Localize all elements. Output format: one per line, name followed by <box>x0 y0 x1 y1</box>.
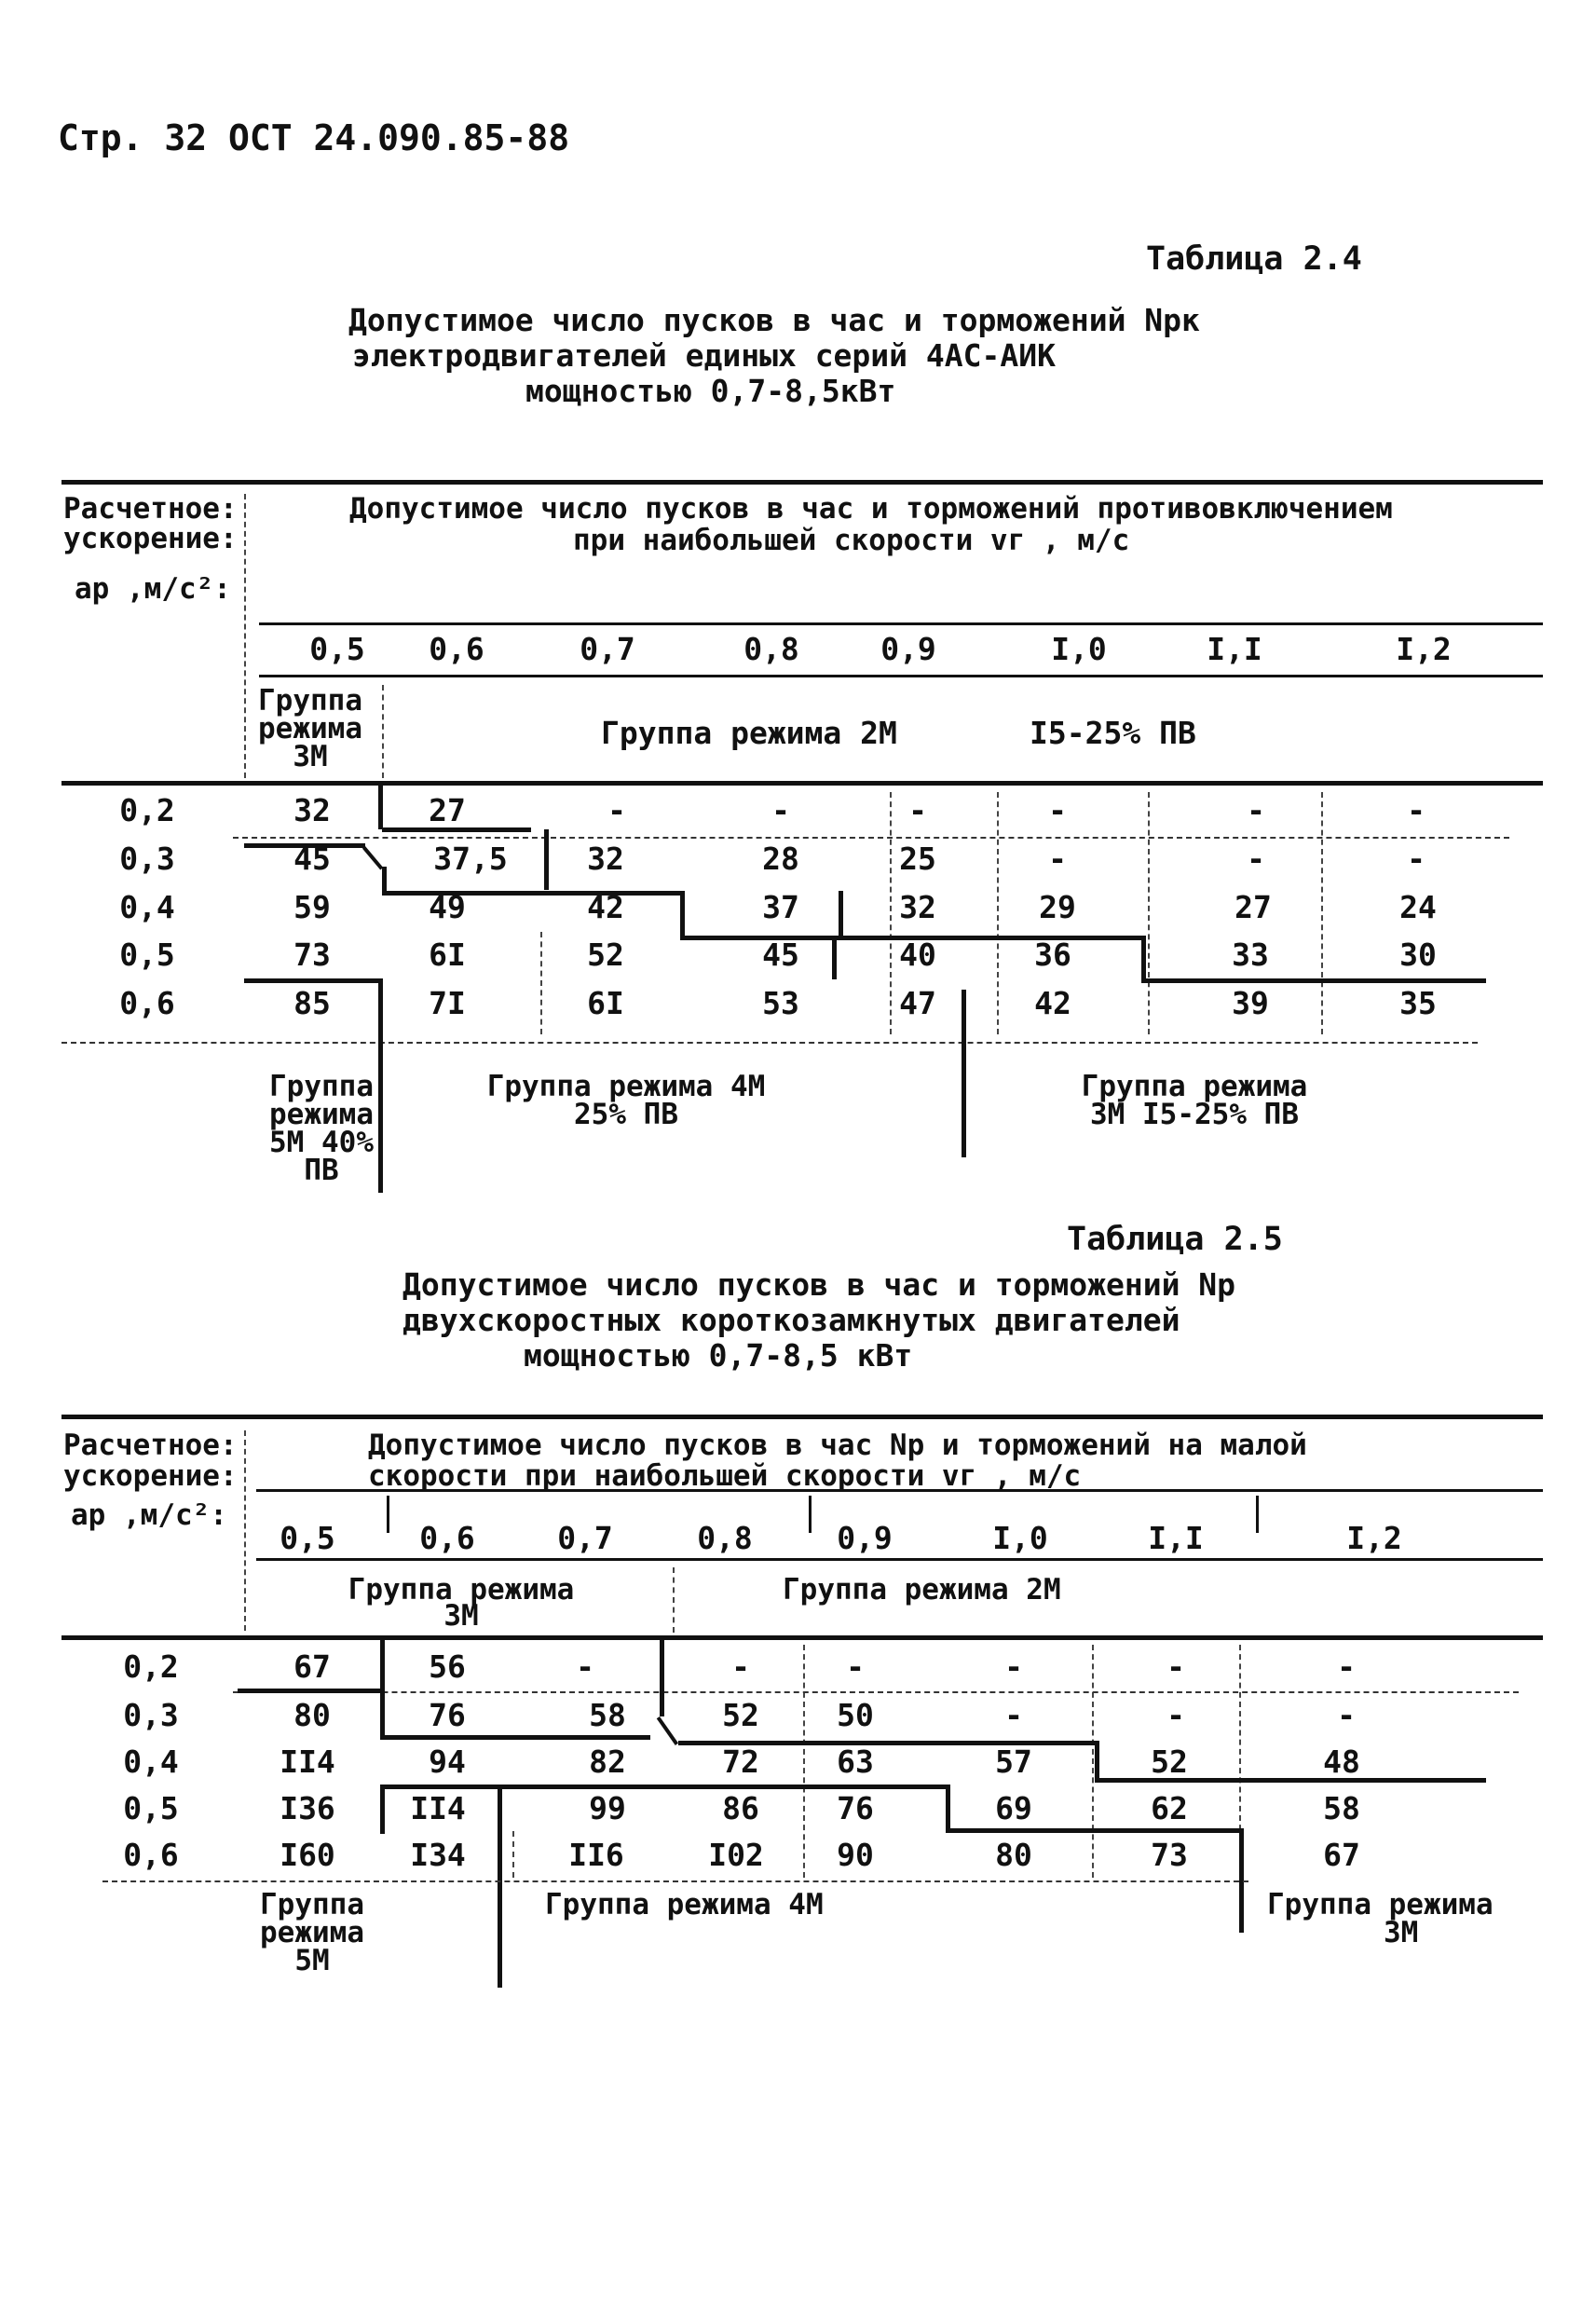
cell-value: - <box>1407 792 1425 828</box>
cell-value: I02 <box>708 1837 764 1873</box>
row-header: Расчетное: <box>63 1429 238 1462</box>
cell-value: 37 <box>762 889 799 925</box>
group-5m-label: Группа <box>260 1888 364 1921</box>
cell-value: - <box>1004 1648 1023 1685</box>
cell-value: - <box>607 792 626 828</box>
cell-value: 67 <box>1323 1837 1360 1873</box>
cell-value: 80 <box>995 1837 1032 1873</box>
group-4m-label: Группа режима 4М <box>486 1070 766 1103</box>
cell-value: 69 <box>995 1790 1032 1826</box>
column-divider <box>1092 1645 1094 1878</box>
group-boundary <box>946 1828 1244 1833</box>
group-3m-label: режима <box>258 712 362 745</box>
cell-value: 72 <box>722 1744 759 1780</box>
group-2m-label: Группа режима 2М <box>783 1573 1061 1607</box>
table-number: Таблица 2.4 <box>1146 240 1362 278</box>
cell-value: 50 <box>837 1697 874 1733</box>
cell-value: 73 <box>1151 1837 1188 1873</box>
group-boundary <box>680 936 839 940</box>
cell-value: II6 <box>568 1837 624 1873</box>
cell-value: 52 <box>722 1697 759 1733</box>
column-divider <box>387 1496 389 1533</box>
group-3m-label: 3М <box>293 740 328 773</box>
column-header: Допустимое число пусков в час и торможений противовключением <box>349 492 1393 526</box>
group-3m-footer-label: 3М I5-25% ПВ <box>1090 1098 1299 1131</box>
group-boundary <box>380 1785 948 1789</box>
top-rule <box>61 1415 1543 1419</box>
cell-value: 27 <box>1235 889 1272 925</box>
row-divider <box>233 837 1509 839</box>
cell-value: 29 <box>1039 889 1076 925</box>
cell-value: 45 <box>762 937 799 973</box>
cell-value: 90 <box>837 1837 874 1873</box>
cell-value: 32 <box>587 841 624 877</box>
speed-label: I,I <box>1207 631 1262 667</box>
cell-value: - <box>1166 1648 1185 1685</box>
group-boundary <box>1141 978 1486 983</box>
accel-label: 0,4 <box>119 889 175 925</box>
speed-label: I,2 <box>1346 1520 1402 1556</box>
cell-value: 86 <box>722 1790 759 1826</box>
group-4m-label: 25% ПВ <box>574 1098 678 1131</box>
cell-value: 58 <box>589 1697 626 1733</box>
accel-label: 0,2 <box>123 1648 179 1685</box>
cell-value: - <box>1337 1648 1356 1685</box>
accel-label: 0,6 <box>119 985 175 1021</box>
group-boundary <box>238 1689 382 1693</box>
accel-label: 0,2 <box>119 792 175 828</box>
group-3m-label: 3М <box>443 1599 479 1633</box>
group-boundary <box>244 843 365 848</box>
cell-value: 40 <box>899 937 936 973</box>
speed-label: 0,8 <box>743 631 799 667</box>
rule <box>259 675 1543 677</box>
group-5m-label: режима <box>260 1916 364 1949</box>
group-boundary <box>1095 1778 1486 1783</box>
group-boundary <box>1141 936 1146 980</box>
speed-label: I,0 <box>992 1520 1048 1556</box>
cell-value: 6I <box>429 937 466 973</box>
rule <box>259 622 1543 625</box>
cell-value: 42 <box>1034 985 1071 1021</box>
cell-value: - <box>1048 841 1067 877</box>
group-boundary <box>362 846 383 870</box>
cell-value: 62 <box>1151 1790 1188 1826</box>
cell-value: 80 <box>293 1697 331 1733</box>
speed-label: I,2 <box>1396 631 1452 667</box>
cell-value: II4 <box>280 1744 335 1780</box>
row-header: ускорение: <box>63 1459 238 1493</box>
group-boundary <box>544 829 549 890</box>
group-boundary <box>380 1787 385 1834</box>
column-divider <box>803 1645 805 1878</box>
group-5m-boundary <box>378 978 383 1193</box>
group-boundary <box>832 937 837 979</box>
group-5m-label: 5М <box>294 1944 330 1977</box>
column-divider <box>512 1831 514 1878</box>
cell-value: - <box>1004 1697 1023 1733</box>
group-boundary <box>946 1785 950 1831</box>
cell-value: 52 <box>587 937 624 973</box>
group-boundary <box>660 1640 664 1716</box>
column-header: Допустимое число пусков в час Nр и торможений на малой <box>368 1429 1307 1462</box>
speed-label: 0,9 <box>837 1520 893 1556</box>
bottom-dashed-rule <box>61 1042 1478 1044</box>
group-boundary <box>839 936 1146 940</box>
speed-label: I,I <box>1148 1520 1204 1556</box>
colon-divider <box>673 1567 675 1633</box>
speed-label: 0,7 <box>557 1520 613 1556</box>
cell-value: - <box>731 1648 750 1685</box>
cell-value: 67 <box>293 1648 331 1685</box>
cell-value: 36 <box>1034 937 1071 973</box>
group-boundary <box>378 783 383 829</box>
top-rule <box>61 480 1543 485</box>
cell-value: 53 <box>762 985 799 1021</box>
group-3m-label: Группа <box>258 684 362 718</box>
cell-value: - <box>1407 841 1425 877</box>
cell-value: 52 <box>1151 1744 1188 1780</box>
speed-label: 0,6 <box>429 631 484 667</box>
table-title: Допустимое число пусков в час и торможений Nр двухскоростных короткозамкнутых двигателей мощностью 0,7-8,5 кВт <box>402 1266 1236 1374</box>
row-header: Расчетное: <box>63 492 238 526</box>
speed-label: 0,8 <box>697 1520 753 1556</box>
cell-value: 63 <box>837 1744 874 1780</box>
cell-value: 76 <box>429 1697 466 1733</box>
cell-value: 28 <box>762 841 799 877</box>
group-5m-label: 5М 40% <box>269 1126 374 1159</box>
speed-label: 0,5 <box>280 1520 335 1556</box>
group-boundary <box>380 1735 650 1740</box>
group-2m-label: Группа режима 2М <box>601 715 897 751</box>
cell-value: - <box>1048 792 1067 828</box>
cell-value: 42 <box>587 889 624 925</box>
cell-value: 76 <box>837 1790 874 1826</box>
cell-value: - <box>771 792 790 828</box>
accel-label: 0,6 <box>123 1837 179 1873</box>
column-divider <box>1256 1496 1259 1533</box>
cell-value: 47 <box>899 985 936 1021</box>
column-header: при наибольшей скорости vг , м/с <box>573 524 1130 557</box>
header-bottom-rule <box>61 781 1543 786</box>
accel-label: 0,3 <box>123 1697 179 1733</box>
cell-value: 58 <box>1323 1790 1360 1826</box>
cell-value: - <box>1247 841 1265 877</box>
group-3m-footer-label: Группа режима <box>1081 1070 1308 1103</box>
bottom-dashed-rule <box>102 1880 1248 1882</box>
colon-divider <box>244 494 246 778</box>
cell-value: 32 <box>899 889 936 925</box>
speed-label: 0,6 <box>419 1520 475 1556</box>
rule <box>256 1558 1543 1561</box>
group-boundary <box>839 891 843 937</box>
cell-value: 30 <box>1399 937 1437 973</box>
column-divider <box>890 792 892 1034</box>
row-header: aр ,м/с²: <box>75 572 231 606</box>
cell-value: 45 <box>293 841 331 877</box>
group-5m-label: режима <box>269 1098 374 1131</box>
cell-value: 32 <box>293 792 331 828</box>
column-divider <box>1148 792 1150 1034</box>
column-divider <box>809 1496 812 1533</box>
cell-value: 85 <box>293 985 331 1021</box>
speed-label: I,0 <box>1051 631 1107 667</box>
group-boundary <box>680 891 685 937</box>
column-divider <box>1321 792 1323 1034</box>
cell-value: II4 <box>410 1790 466 1826</box>
group-boundary <box>382 891 680 896</box>
group-5m-label: ПВ <box>304 1154 339 1187</box>
cell-value: 57 <box>995 1744 1032 1780</box>
colon-divider <box>244 1430 246 1631</box>
group-5m-label: Группа <box>269 1070 374 1103</box>
cell-value: 99 <box>589 1790 626 1826</box>
cell-value: 6I <box>587 985 624 1021</box>
page-header: Стр. 32 ОСТ 24.090.85-88 <box>58 117 570 158</box>
cell-value: 82 <box>589 1744 626 1780</box>
group-boundary <box>380 1640 385 1738</box>
cell-value: 73 <box>293 937 331 973</box>
cell-value: 33 <box>1232 937 1269 973</box>
group-5m-boundary <box>498 1787 502 1988</box>
cell-value: 56 <box>429 1648 466 1685</box>
group-2m-pv: I5-25% ПВ <box>1030 715 1196 751</box>
cell-value: 48 <box>1323 1744 1360 1780</box>
cell-value: 59 <box>293 889 331 925</box>
cell-value: - <box>1247 792 1265 828</box>
speed-label: 0,7 <box>580 631 635 667</box>
group-4m-label: Группа режима 4М <box>545 1888 824 1921</box>
row-divider <box>233 1691 1519 1693</box>
group-4m-boundary <box>962 990 966 1157</box>
group-boundary <box>1095 1741 1099 1780</box>
cell-value: 37,5 <box>433 841 508 877</box>
column-header: скорости при наибольшей скорости vг , м/с <box>368 1459 1082 1493</box>
cell-value: 24 <box>1399 889 1437 925</box>
cell-value: 35 <box>1399 985 1437 1021</box>
cell-value: I34 <box>410 1837 466 1873</box>
column-divider <box>997 792 999 1034</box>
row-header: ускорение: <box>63 522 238 555</box>
accel-label: 0,4 <box>123 1744 179 1780</box>
header-bottom-rule <box>61 1635 1543 1640</box>
cell-value: - <box>576 1648 594 1685</box>
cell-value: I60 <box>280 1837 335 1873</box>
cell-value: - <box>1337 1697 1356 1733</box>
table-title: Допустимое число пусков в час и торможений Nрк электродвигателей единых серий 4АС-АИК мощностью 0,7-8,5кВт <box>348 302 1200 409</box>
cell-value: - <box>908 792 927 828</box>
cell-value: 25 <box>899 841 936 877</box>
group-boundary <box>382 867 387 893</box>
group-boundary <box>244 978 382 983</box>
group-boundary <box>657 1716 678 1745</box>
group-3m-label: Группа режима <box>348 1573 575 1607</box>
accel-label: 0,5 <box>119 937 175 973</box>
group-3m-footer-label: 3М <box>1384 1916 1419 1949</box>
group-3m-footer-label: Группа режима <box>1267 1888 1494 1921</box>
accel-label: 0,3 <box>119 841 175 877</box>
accel-label: 0,5 <box>123 1790 179 1826</box>
group-boundary <box>382 827 531 832</box>
cell-value: 27 <box>429 792 466 828</box>
colon-divider <box>382 685 384 778</box>
table-number: Таблица 2.5 <box>1067 1221 1283 1258</box>
group-boundary <box>678 1741 1098 1745</box>
cell-value: 7I <box>429 985 466 1021</box>
row-header: aр ,м/с²: <box>71 1498 227 1532</box>
cell-value: 94 <box>429 1744 466 1780</box>
cell-value: 49 <box>429 889 466 925</box>
cell-value: - <box>1166 1697 1185 1733</box>
cell-value: 39 <box>1232 985 1269 1021</box>
cell-value: - <box>846 1648 865 1685</box>
speed-label: 0,5 <box>309 631 365 667</box>
column-divider <box>540 932 542 1034</box>
speed-label: 0,9 <box>880 631 936 667</box>
cell-value: I36 <box>280 1790 335 1826</box>
